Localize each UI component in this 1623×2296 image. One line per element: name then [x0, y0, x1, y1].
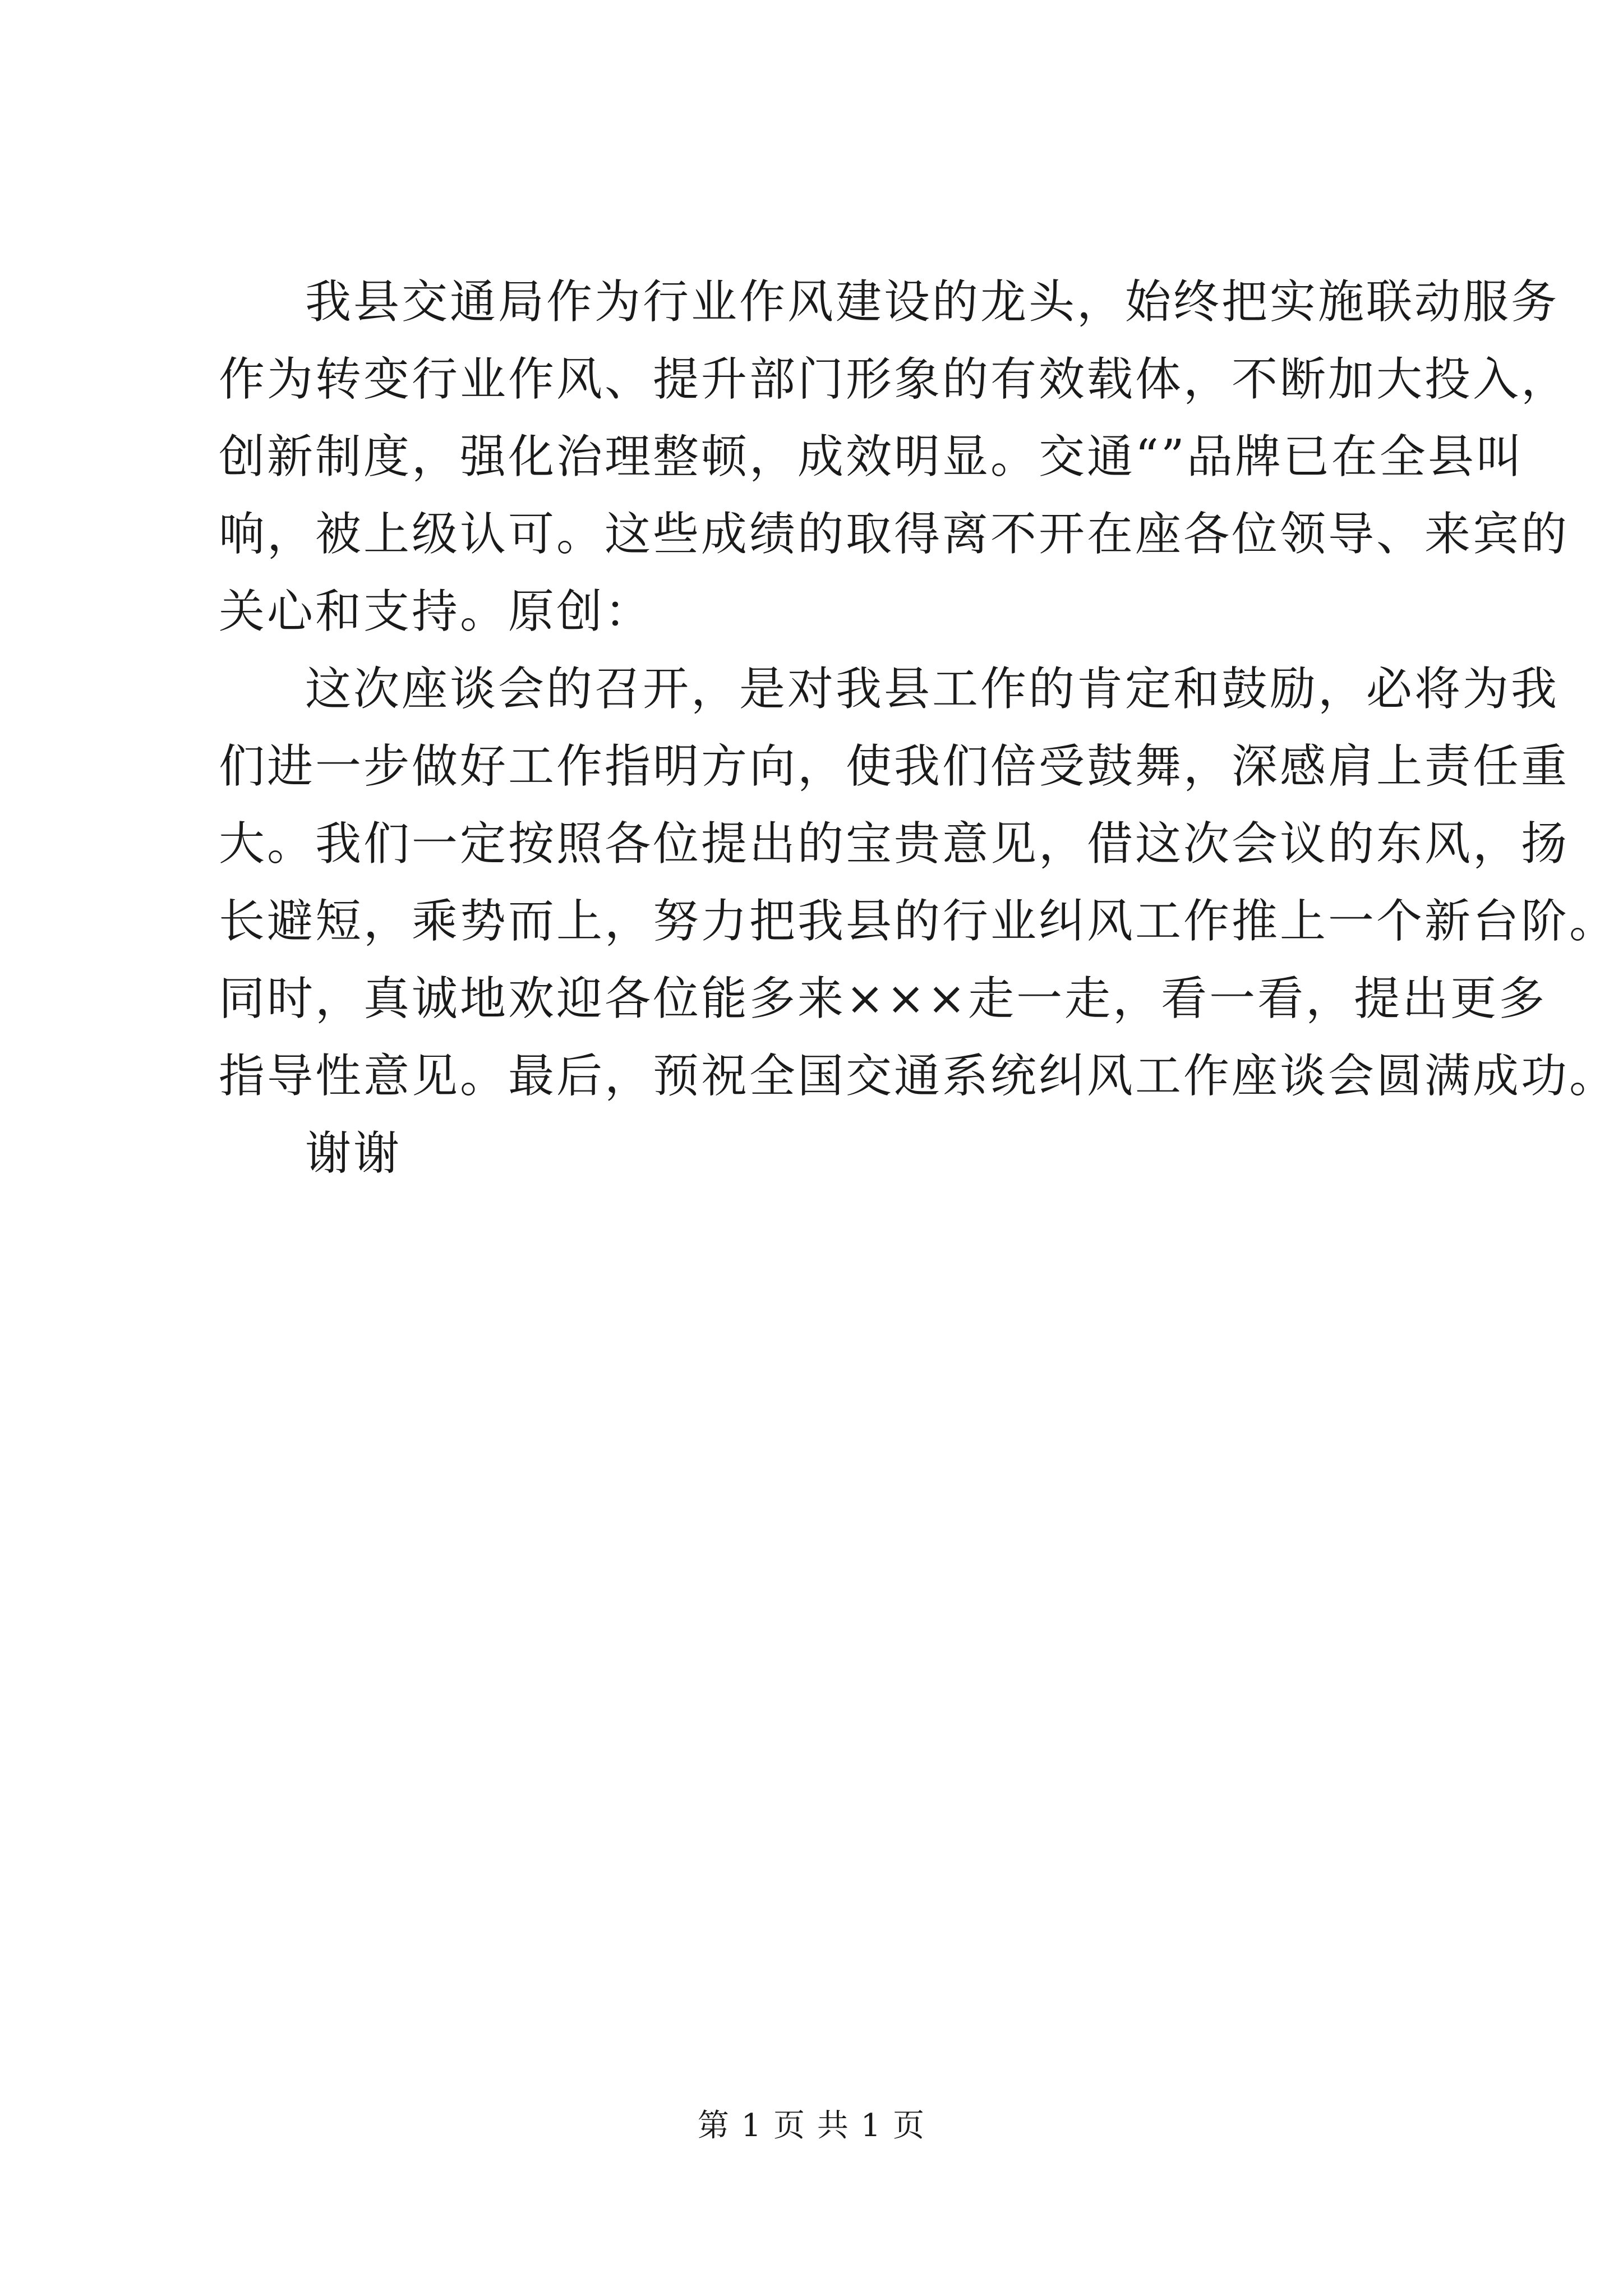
- paragraph-line: 同时，真诚地欢迎各位能多来×××走一走，看一看，提出更多: [219, 972, 1547, 1025]
- paragraph-1: [219, 264, 1570, 651]
- paragraph-line: 这次座谈会的召开，是对我县工作的肯定和鼓励，必将为我: [305, 662, 1560, 716]
- paragraph-2: [219, 651, 1618, 1115]
- paragraph-line: 长避短，乘势而上，努力把我县的行业纠风工作推上一个新台阶。: [219, 895, 1618, 948]
- paragraph-3: [219, 1115, 1419, 1193]
- paragraph-line: 们进一步做好工作指明方向，使我们倍受鼓舞，深感肩上责任重: [219, 740, 1570, 793]
- page-number: 第 1 页 共 1 页: [697, 2108, 926, 2144]
- paragraph-line: 我县交通局作为行业作风建设的龙头，始终把实施联动服务: [305, 275, 1560, 329]
- document-body: [219, 264, 1618, 1193]
- paragraph-line: 关心和支持。原创：: [219, 585, 653, 638]
- paragraph-line: 响，被上级认可。这些成绩的取得离不开在座各位领导、来宾的: [219, 508, 1570, 561]
- paragraph-line: 谢谢: [305, 1127, 402, 1180]
- paragraph-line: 大。我们一定按照各位提出的宝贵意见，借这次会议的东风，扬: [219, 817, 1570, 871]
- paragraph-line: 创新制度，强化治理整顿，成效明显。交通“”品牌已在全县叫: [219, 430, 1524, 484]
- paragraph-line: 指导性意见。最后，预祝全国交通系统纠风工作座谈会圆满成功。: [219, 1050, 1618, 1103]
- page-footer: [0, 2106, 1623, 2146]
- paragraph-line: 作为转变行业作风、提升部门形象的有效载体，不断加大投入，: [219, 353, 1570, 406]
